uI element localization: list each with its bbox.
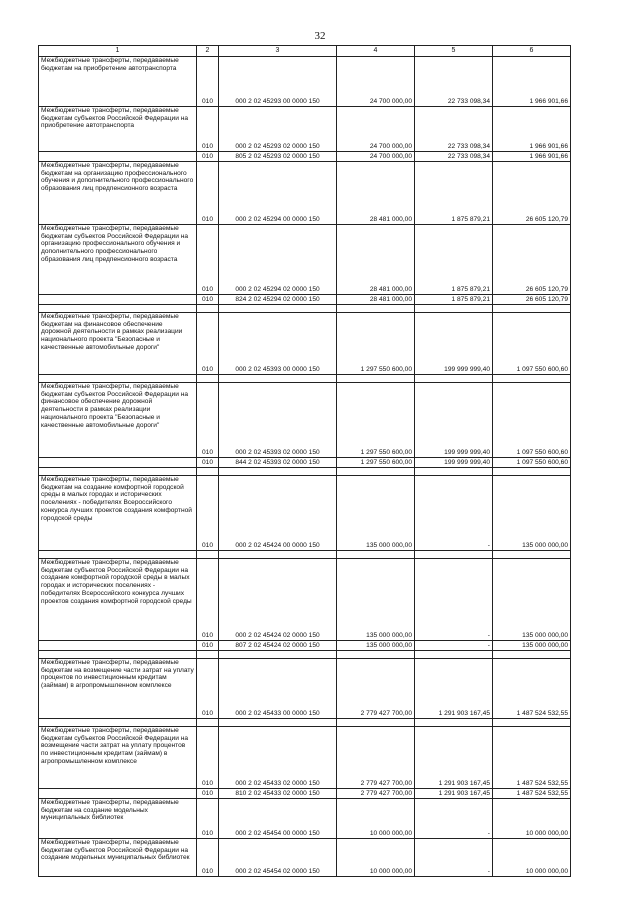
cell-executed-amount: - — [415, 559, 493, 641]
empty-cell — [219, 305, 337, 313]
cell-executed-amount: 22 733 098,34 — [415, 57, 493, 107]
spacer-row — [39, 651, 571, 659]
cell-approved-amount: 10 000 000,00 — [337, 839, 415, 877]
cell-budget-class-code: 000 2 02 45293 00 0000 150 — [219, 57, 337, 107]
empty-cell — [219, 719, 337, 727]
table-row — [39, 162, 571, 225]
empty-cell — [493, 375, 571, 383]
empty-cell — [39, 651, 197, 659]
cell-executed-amount: - — [415, 476, 493, 551]
empty-cell — [197, 375, 219, 383]
cell-executed-amount: 199 999 999,40 — [415, 458, 493, 468]
cell-line-code: 010 — [197, 295, 219, 305]
cell-approved-amount: 28 481 000,00 — [337, 162, 415, 225]
cell-description: Межбюджетные трансферты, передаваемые бюджетам на финансовое обеспечение дорожной деятельности в рамках реализации национального проекта "Безопасные и качественные автомобильные дороги" — [39, 313, 197, 375]
empty-cell — [415, 651, 493, 659]
cell-unexecuted-amount: 1 966 901,66 — [493, 57, 571, 107]
cell-description: Межбюджетные трансферты, передаваемые бюджетам субъектов Российской Федерации на организацию профессионального обучения и дополнительного профессионального образования лиц предпенсионного возраста — [39, 225, 197, 295]
empty-cell — [337, 468, 415, 476]
empty-cell — [337, 651, 415, 659]
cell-budget-class-code: 824 2 02 45294 02 0000 150 — [219, 295, 337, 305]
empty-cell — [337, 551, 415, 559]
cell-approved-amount: 135 000 000,00 — [337, 641, 415, 651]
cell-unexecuted-amount: 1 097 550 600,60 — [493, 458, 571, 468]
cell-unexecuted-amount: 135 000 000,00 — [493, 476, 571, 551]
cell-line-code: 010 — [197, 659, 219, 719]
column-header-3: 3 — [219, 46, 337, 57]
empty-cell — [493, 651, 571, 659]
cell-unexecuted-amount: 26 605 120,79 — [493, 295, 571, 305]
cell-approved-amount: 1 297 550 600,00 — [337, 458, 415, 468]
cell-unexecuted-amount: 10 000 000,00 — [493, 839, 571, 877]
spacer-row — [39, 719, 571, 727]
cell-executed-amount: 1 291 903 167,45 — [415, 659, 493, 719]
cell-unexecuted-amount: 1 097 550 600,60 — [493, 313, 571, 375]
cell-unexecuted-amount: 1 487 524 532,55 — [493, 659, 571, 719]
cell-description — [39, 295, 197, 305]
column-header-1: 1 — [39, 46, 197, 57]
table-row — [39, 107, 571, 152]
cell-line-code: 010 — [197, 476, 219, 551]
cell-budget-class-code: 000 2 02 45294 02 0000 150 — [219, 225, 337, 295]
empty-cell — [415, 375, 493, 383]
cell-unexecuted-amount: 1 097 550 600,60 — [493, 383, 571, 458]
cell-approved-amount: 24 700 000,00 — [337, 57, 415, 107]
cell-approved-amount: 24 700 000,00 — [337, 152, 415, 162]
cell-executed-amount: 1 875 879,21 — [415, 162, 493, 225]
cell-approved-amount: 2 779 427 700,00 — [337, 659, 415, 719]
spacer-row — [39, 375, 571, 383]
cell-line-code: 010 — [197, 458, 219, 468]
empty-cell — [197, 468, 219, 476]
cell-description: Межбюджетные трансферты, передаваемые бюджетам на создание комфортной городской среды в малых городах и исторических поселениях - победителях Всероссийского конкурса лучших проектов создания комфортной городской среды — [39, 476, 197, 551]
cell-line-code: 010 — [197, 57, 219, 107]
cell-line-code: 010 — [197, 839, 219, 877]
table-row — [39, 659, 571, 719]
cell-line-code: 010 — [197, 641, 219, 651]
empty-cell — [219, 551, 337, 559]
cell-approved-amount: 10 000 000,00 — [337, 799, 415, 839]
empty-cell — [415, 468, 493, 476]
cell-approved-amount: 24 700 000,00 — [337, 107, 415, 152]
cell-line-code: 010 — [197, 383, 219, 458]
empty-cell — [39, 375, 197, 383]
empty-cell — [39, 305, 197, 313]
cell-line-code: 010 — [197, 799, 219, 839]
cell-executed-amount: 1 291 903 167,45 — [415, 727, 493, 789]
cell-description: Межбюджетные трансферты, передаваемые бюджетам на организацию профессионального обучения и дополнительного профессионального образования лиц предпенсионного возраста — [39, 162, 197, 225]
empty-cell — [197, 305, 219, 313]
cell-line-code: 010 — [197, 789, 219, 799]
cell-executed-amount: 22 733 098,34 — [415, 107, 493, 152]
cell-line-code: 010 — [197, 225, 219, 295]
table-row — [39, 383, 571, 458]
cell-line-code: 010 — [197, 559, 219, 641]
cell-executed-amount: - — [415, 839, 493, 877]
cell-budget-class-code: 000 2 02 45433 02 0000 150 — [219, 727, 337, 789]
empty-cell — [493, 551, 571, 559]
cell-unexecuted-amount: 135 000 000,00 — [493, 641, 571, 651]
budget-execution-table — [38, 45, 571, 877]
table-subrow — [39, 295, 571, 305]
spacer-row — [39, 551, 571, 559]
cell-budget-class-code: 000 2 02 45424 00 0000 150 — [219, 476, 337, 551]
cell-description: Межбюджетные трансферты, передаваемые бюджетам на приобретение автотранспорта — [39, 57, 197, 107]
cell-budget-class-code: 805 2 02 45293 02 0000 150 — [219, 152, 337, 162]
column-header-5: 5 — [415, 46, 493, 57]
table-row — [39, 225, 571, 295]
cell-budget-class-code: 810 2 02 45433 02 0000 150 — [219, 789, 337, 799]
cell-budget-class-code: 000 2 02 45294 00 0000 150 — [219, 162, 337, 225]
cell-executed-amount: 22 733 098,34 — [415, 152, 493, 162]
page-number: 32 — [314, 30, 326, 42]
empty-cell — [337, 719, 415, 727]
cell-approved-amount: 135 000 000,00 — [337, 559, 415, 641]
cell-budget-class-code: 000 2 02 45393 00 0000 150 — [219, 313, 337, 375]
empty-cell — [493, 719, 571, 727]
cell-unexecuted-amount: 1 966 901,66 — [493, 107, 571, 152]
cell-description — [39, 152, 197, 162]
cell-unexecuted-amount: 26 605 120,79 — [493, 225, 571, 295]
cell-executed-amount: 199 999 999,40 — [415, 383, 493, 458]
empty-cell — [197, 551, 219, 559]
cell-description: Межбюджетные трансферты, передаваемые бюджетам субъектов Российской Федерации на приобретение автотранспорта — [39, 107, 197, 152]
column-header-6: 6 — [493, 46, 571, 57]
cell-line-code: 010 — [197, 162, 219, 225]
cell-description: Межбюджетные трансферты, передаваемые бюджетам на создание модельных муниципальных библиотек — [39, 799, 197, 839]
cell-executed-amount: 1 291 903 167,45 — [415, 789, 493, 799]
empty-cell — [197, 719, 219, 727]
cell-description — [39, 789, 197, 799]
table-body — [39, 57, 571, 877]
cell-approved-amount: 28 481 000,00 — [337, 295, 415, 305]
cell-line-code: 010 — [197, 107, 219, 152]
table-row — [39, 476, 571, 551]
cell-approved-amount: 2 779 427 700,00 — [337, 789, 415, 799]
table-subrow — [39, 641, 571, 651]
table-subrow — [39, 152, 571, 162]
empty-cell — [415, 719, 493, 727]
cell-budget-class-code: 844 2 02 45393 02 0000 150 — [219, 458, 337, 468]
empty-cell — [415, 551, 493, 559]
table-row — [39, 839, 571, 877]
cell-unexecuted-amount: 1 966 901,66 — [493, 152, 571, 162]
cell-approved-amount: 1 297 550 600,00 — [337, 383, 415, 458]
table-row — [39, 727, 571, 789]
cell-executed-amount: - — [415, 799, 493, 839]
spacer-row — [39, 468, 571, 476]
empty-cell — [219, 651, 337, 659]
cell-executed-amount: 1 875 879,21 — [415, 225, 493, 295]
cell-budget-class-code: 000 2 02 45293 02 0000 150 — [219, 107, 337, 152]
table-header-row — [39, 46, 571, 57]
cell-unexecuted-amount: 26 605 120,79 — [493, 162, 571, 225]
cell-unexecuted-amount: 10 000 000,00 — [493, 799, 571, 839]
cell-budget-class-code: 000 2 02 45433 00 0000 150 — [219, 659, 337, 719]
cell-line-code: 010 — [197, 313, 219, 375]
cell-description: Межбюджетные трансферты, передаваемые бюджетам субъектов Российской Федерации на создание комфортной городской среды в малых городах и исторических поселениях - победителях Всероссийского конкурса лучших проектов создания комфортной городской среды — [39, 559, 197, 641]
cell-budget-class-code: 000 2 02 45424 02 0000 150 — [219, 559, 337, 641]
cell-description: Межбюджетные трансферты, передаваемые бюджетам субъектов Российской Федерации на финансовое обеспечение дорожной деятельности в рамках реализации национального проекта "Безопасные и качественные автомобильные дороги" — [39, 383, 197, 458]
table-subrow — [39, 458, 571, 468]
empty-cell — [415, 305, 493, 313]
cell-executed-amount: - — [415, 641, 493, 651]
empty-cell — [493, 305, 571, 313]
empty-cell — [39, 719, 197, 727]
empty-cell — [493, 468, 571, 476]
cell-budget-class-code: 000 2 02 45454 00 0000 150 — [219, 799, 337, 839]
empty-cell — [219, 375, 337, 383]
empty-cell — [39, 468, 197, 476]
cell-approved-amount: 2 779 427 700,00 — [337, 727, 415, 789]
cell-line-code: 010 — [197, 727, 219, 789]
cell-executed-amount: 1 875 879,21 — [415, 295, 493, 305]
cell-description: Межбюджетные трансферты, передаваемые бюджетам субъектов Российской Федерации на создание модельных муниципальных библиотек — [39, 839, 197, 877]
empty-cell — [337, 375, 415, 383]
table-row — [39, 559, 571, 641]
cell-description: Межбюджетные трансферты, передаваемые бюджетам субъектов Российской Федерации на возмещение части затрат на уплату процентов по инвестиционным кредитам (займам) в агропромышленном комплексе — [39, 727, 197, 789]
column-header-2: 2 — [197, 46, 219, 57]
table-row — [39, 313, 571, 375]
table-subrow — [39, 789, 571, 799]
cell-line-code: 010 — [197, 152, 219, 162]
cell-unexecuted-amount: 1 487 524 532,55 — [493, 727, 571, 789]
spacer-row — [39, 305, 571, 313]
cell-budget-class-code: 000 2 02 45393 02 0000 150 — [219, 383, 337, 458]
cell-description — [39, 641, 197, 651]
empty-cell — [219, 468, 337, 476]
cell-approved-amount: 1 297 550 600,00 — [337, 313, 415, 375]
cell-approved-amount: 28 481 000,00 — [337, 225, 415, 295]
empty-cell — [337, 305, 415, 313]
cell-budget-class-code: 807 2 02 45424 02 0000 150 — [219, 641, 337, 651]
cell-executed-amount: 199 999 999,40 — [415, 313, 493, 375]
table-row — [39, 799, 571, 839]
column-header-4: 4 — [337, 46, 415, 57]
table-row — [39, 57, 571, 107]
cell-description — [39, 458, 197, 468]
cell-description: Межбюджетные трансферты, передаваемые бюджетам на возмещение части затрат на уплату процентов по инвестиционным кредитам (займам) в агропромышленном комплексе — [39, 659, 197, 719]
cell-approved-amount: 135 000 000,00 — [337, 476, 415, 551]
cell-unexecuted-amount: 1 487 524 532,55 — [493, 789, 571, 799]
empty-cell — [39, 551, 197, 559]
empty-cell — [197, 651, 219, 659]
cell-unexecuted-amount: 135 000 000,00 — [493, 559, 571, 641]
cell-budget-class-code: 000 2 02 45454 02 0000 150 — [219, 839, 337, 877]
